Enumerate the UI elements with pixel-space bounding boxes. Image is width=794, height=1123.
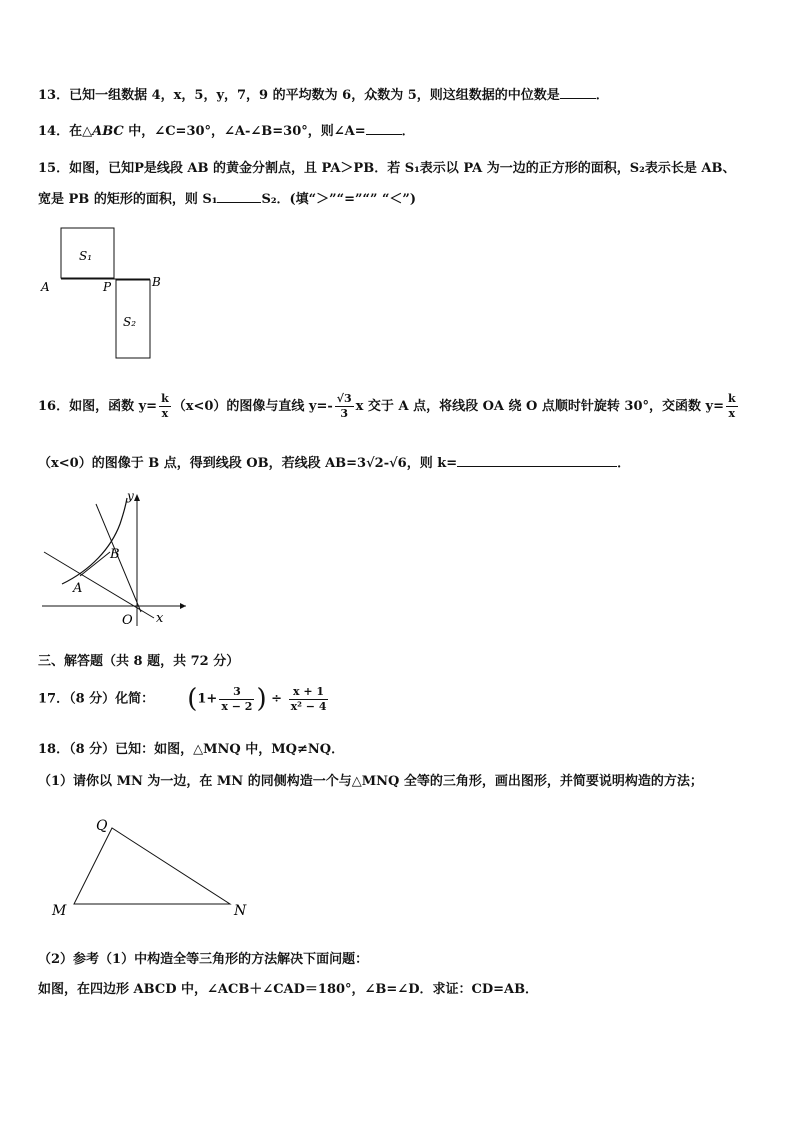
label-a: A (73, 581, 83, 596)
golden-section-figure (36, 222, 176, 364)
question-number: 16． (38, 399, 70, 414)
label-b: B (110, 547, 120, 562)
section-3-title: 三、解答题（共 8 题，共 72 分） (38, 654, 240, 669)
hyperbola-curve (62, 498, 127, 584)
hyperbola-figure (36, 486, 206, 636)
label-b: B (152, 275, 161, 289)
fraction-x1-over-x2-4: $\frac{x + 1}{\text{x² − 4}}$ (290, 684, 327, 713)
label-o: O (122, 613, 133, 628)
question-16-line1: 16．如图，函数 y= $\frac{k}{x}$ （x<0）的图像与直线 y=- $\frac{√3}{3}$ x 交于 A 点，将线段 OA 绕 O 点顺时针旋转 30°，交函数 y= $\frac{k}{x}$ (38, 392, 736, 420)
question-text: 已知一组数据 4，x，5，y，7，9 的平均数为 6，众数为 5，则这组数据的中位数是 (69, 88, 560, 103)
fraction-k-over-x: $\frac{k}{x}$ (161, 392, 169, 420)
question-17: 17．（8 分）化简： (1+ $\frac{3}{x - 2}$ ) ÷ $\frac{x + 1}{\text{x² − 4}}$ (38, 684, 327, 714)
y-axis-arrow (134, 494, 140, 501)
label-y: y (127, 489, 134, 503)
label-n: N (234, 903, 247, 919)
question-14: 14．在△ABC 中，∠C=30°，∠A-∠B=30°，则∠A= ． (38, 124, 415, 139)
fraction-3-over-x-2: $\frac{3}{x - 2}$ (221, 684, 253, 713)
question-number: 15． (38, 161, 70, 176)
question-18-part2-statement: 如图，在四边形 ABCD 中，∠ACB＋∠CAD＝180°，∠B=∠D．求证：CD=AB． (38, 982, 539, 997)
label-s1: S₁ (79, 249, 93, 263)
answer-blank[interactable] (366, 122, 402, 135)
question-number: 18． (38, 742, 70, 757)
sqrt-expression: √2-√6 (366, 456, 407, 471)
fraction-k-over-x: $\frac{k}{x}$ (728, 392, 736, 420)
segment-ab (80, 552, 110, 576)
answer-blank[interactable] (560, 86, 596, 99)
fraction-sqrt3-over-3: $\frac{√3}{3}$ (336, 392, 352, 420)
answer-blank[interactable] (457, 454, 617, 467)
x-axis-arrow (180, 603, 186, 609)
question-number: 14． (38, 124, 70, 139)
question-15-line1: 15．如图，已知P是线段 AB 的黄金分割点，且 PA＞PB．若 S₁表示以 PA 为一边的正方形的面积，S₂表示长是 AB、 (38, 161, 736, 176)
triangle-mnq (74, 828, 230, 904)
question-18-part1: （1）请你以 MN 为一边，在 MN 的同侧构造一个与△MNQ 全等的三角形，画出图形，并简要说明构造的方法； (38, 774, 703, 789)
question-18: 18．（8 分）已知：如图，△MNQ 中，MQ≠NQ． (38, 742, 345, 757)
question-16-line2: （x<0）的图像于 B 点，得到线段 OB，若线段 AB=3√2-√6，则 k= ． (38, 456, 631, 471)
question-15-line2: 宽是 PB 的矩形的面积，则 S₁ S₂．(填“＞”“=”“” “＜”) (38, 192, 417, 207)
label-q: Q (96, 818, 108, 834)
answer-blank[interactable] (217, 190, 261, 203)
label-s2: S₂ (123, 315, 137, 329)
question-18-part2: （2）参考（1）中构造全等三角形的方法解决下面问题： (38, 952, 369, 967)
question-13: 13．已知一组数据 4，x，5，y，7，9 的平均数为 6，众数为 5，则这组数据的中位数是 ． (38, 88, 609, 103)
triangle-mnq-figure (46, 812, 256, 920)
triangle-label: △ABC (82, 124, 124, 139)
label-p: P (103, 280, 112, 294)
question-number: 17． (38, 691, 70, 707)
label-m: M (52, 903, 67, 919)
label-a: A (41, 280, 50, 294)
label-x: x (156, 611, 164, 626)
question-number: 13． (38, 88, 70, 103)
